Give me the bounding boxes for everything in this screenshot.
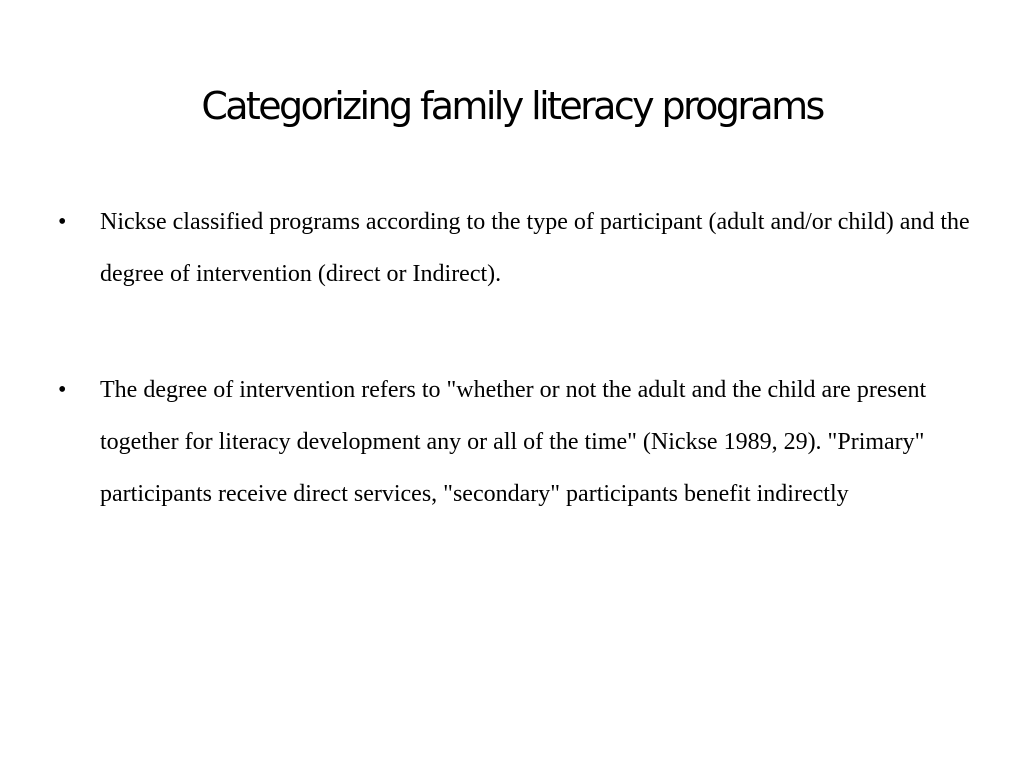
bullet-text: Nickse classified programs according to the type of participant (adult and/or child) and the degree of intervention (direct or Indirect). bbox=[100, 209, 970, 287]
bullet-list bbox=[58, 196, 978, 520]
slide-title: Categorizing family literacy programs bbox=[201, 84, 823, 128]
bullet-item bbox=[58, 196, 978, 300]
bullet-point-icon: • bbox=[58, 377, 67, 403]
bullet-text: The degree of intervention refers to "whether or not the adult and the child are present together for literacy development any or all of the time" (Nickse 1989, 29). "Primary" participants receive direct services, "secondary" participants benefit indirectly bbox=[100, 377, 927, 507]
bullet-point-icon: • bbox=[58, 209, 67, 235]
bullet-item bbox=[58, 364, 978, 520]
